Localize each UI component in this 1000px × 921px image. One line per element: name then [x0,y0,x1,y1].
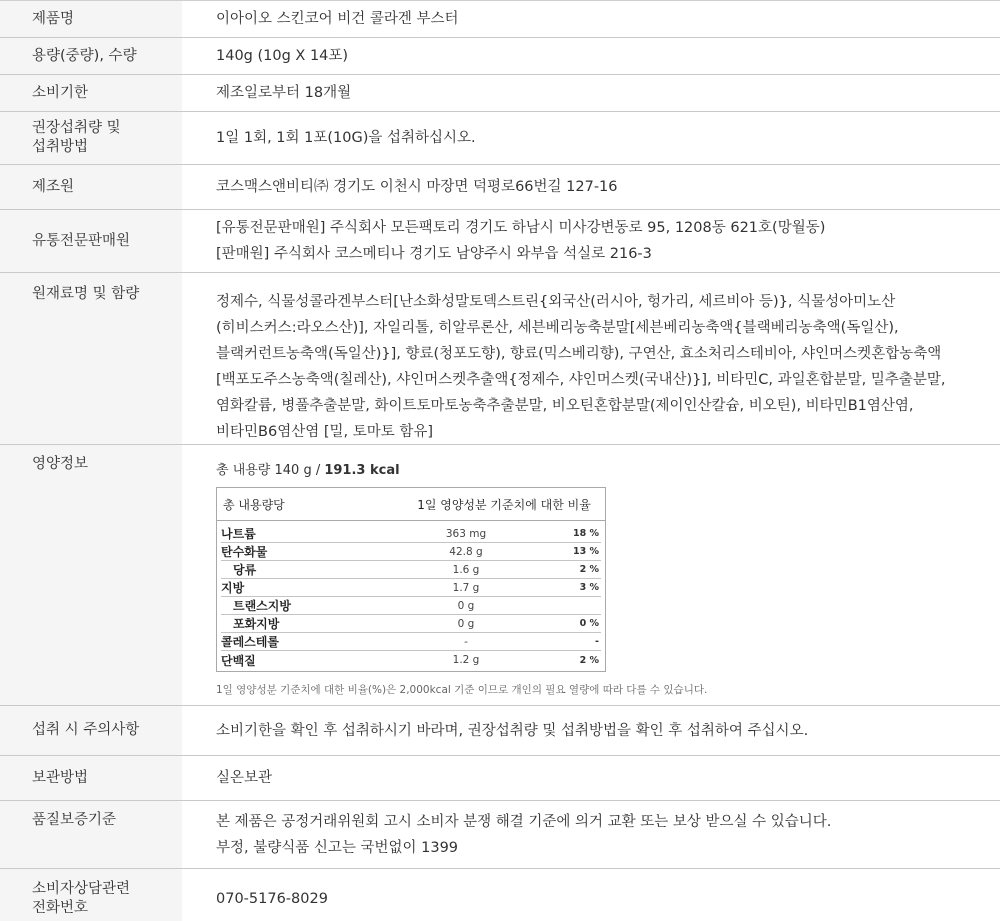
nutrition-amount: - [464,635,468,648]
nutrition-name: 지방 [221,581,245,595]
label-storage: 보관방법 [0,756,182,800]
label-expiry: 소비기한 [0,75,182,111]
nutrition-total-kcal: 191.3 kcal [324,463,400,478]
value-manufacturer: 코스맥스앤비티㈜ 경기도 이천시 마장면 덕평로66번길 127-16 [216,179,618,195]
nutrition-percent: 18 % [572,528,599,539]
nutrition-amount: 0 g [457,617,475,630]
ingredients-line: 비타민B6염산염 [밀, 토마토 함유] [216,424,434,440]
nutrition-amount: 1.7 g [452,581,480,594]
ingredients-line: 염화칼륨, 병풀추출분말, 화이트토마토농축추출분말, 비오틴혼합분말(제이인산칼슘, 비오틴), 비타민B1염산염, [216,398,914,414]
nutrition-name: 트랜스지방 [233,599,291,613]
nutrition-row [221,561,601,579]
value-expiry: 제조일로부터 18개월 [216,85,352,101]
nutrition-amount: 1.6 g [452,563,480,576]
nutrition-table-header [217,488,605,521]
label-nutrition: 영양정보 [0,445,182,705]
nutrition-row [221,651,601,669]
distributor-line1: [유통전문판매원] 주식회사 모든팩토리 경기도 하남시 미사강변동로 95, 1208동 621호(망월동) [216,220,826,236]
value-storage: 실온보관 [216,770,273,786]
label-contact-line2: 전화번호 [32,899,89,916]
nutrition-percent: - [595,636,599,647]
row-ingredients [0,273,1000,445]
label-distributor: 유통전문판매원 [0,210,182,272]
row-storage [0,756,1000,801]
value-quality [182,801,1000,868]
ingredients-line: [백포도주스농축액(칠레산), 샤인머스켓추출액{정제수, 샤인머스켓(국내산)}], 비타민C, 과일혼합분말, 밀추출분말, [216,372,946,388]
label-quality: 품질보증기준 [0,801,182,868]
row-manufacturer [0,165,1000,210]
nutrition-footnote: 1일 영양성분 기준치에 대한 비율(%)은 2,000kcal 기준 이므로 개인의 필요 열량에 따라 다를 수 있습니다. [216,684,708,696]
row-expiry [0,75,1000,112]
nutrition-name: 탄수화물 [221,545,268,559]
nutrition-header-right: 1일 영양성분 기준치에 대한 비율 [417,497,591,512]
value-ingredients [182,273,1000,444]
nutrition-name: 나트륨 [221,527,256,541]
nutrition-row [221,543,601,561]
label-ingredients: 원재료명 및 함량 [0,273,182,444]
ingredients-line: (히비스커스:라오스산)], 자일리톨, 히알루론산, 세븐베리농축분말[세븐베리농축액{블랙베리농축액(독일산), [216,320,899,336]
value-product-name: 이아이오 스킨코어 비건 콜라겐 부스터 [216,11,459,27]
nutrition-row [221,597,601,615]
label-intake [0,112,182,164]
row-nutrition [0,445,1000,706]
distributor-line2: [판매원] 주식회사 코스메티나 경기도 남양주시 와부읍 석실로 216-3 [216,246,652,262]
value-capacity: 140g (10g X 14포) [216,48,349,64]
row-distributor [0,210,1000,273]
row-capacity [0,38,1000,75]
ingredients-line: 정제수, 식물성콜라겐부스터[난소화성말토덱스트린{외국산(러시아, 헝가리, 세르비아 등)}, 식물성아미노산 [216,294,896,310]
nutrition-total [216,459,707,478]
nutrition-percent: 3 % [579,582,599,593]
nutrition-percent: 2 % [579,564,599,575]
label-contact-line1: 소비자상담관련 [32,880,131,897]
label-capacity: 용량(중량), 수량 [0,38,182,74]
ingredients-line: 블랙커런트농축액(독일산)}], 향료(청포도향), 향료(믹스베리향), 구연산, 효소처리스테비아, 샤인머스켓혼합농축액 [216,346,942,362]
value-intake: 1일 1회, 1회 1포(10G)을 섭취하십시오. [216,130,476,146]
nutrition-name: 단백질 [221,653,256,668]
value-caution: 소비기한을 확인 후 섭취하시기 바라며, 권장섭취량 및 섭취방법을 확인 후 섭취하여 주십시오. [216,722,809,739]
row-caution [0,706,1000,756]
nutrition-table-body [217,521,605,671]
nutrition-row [221,525,601,543]
nutrition-amount: 42.8 g [449,545,483,558]
nutrition-name: 콜레스테롤 [221,635,279,649]
row-quality [0,801,1000,869]
nutrition-total-prefix: 총 내용량 140 g / [216,463,325,478]
nutrition-name: 당류 [233,563,257,577]
nutrition-amount: 363 mg [445,527,487,540]
nutrition-amount: 0 g [457,599,475,612]
value-distributor [182,210,1000,272]
nutrition-percent: 2 % [579,654,599,666]
row-intake [0,112,1000,165]
label-manufacturer: 제조원 [0,165,182,209]
label-product-name: 제품명 [0,1,182,37]
value-contact: 070-5176-8029 [216,890,328,907]
nutrition-row [221,633,601,651]
row-contact [0,869,1000,921]
nutrition-percent: 13 % [572,546,599,557]
nutrition-facts [216,445,707,711]
quality-line2: 부정, 불량식품 신고는 국번없이 1399 [216,840,459,856]
nutrition-header-left: 총 내용량당 [223,497,285,512]
label-intake-line2: 섭취방법 [32,139,89,155]
quality-line1: 본 제품은 공정거래위원회 고시 소비자 분쟁 해결 기준에 의거 교환 또는 보상 받으실 수 있습니다. [216,814,832,830]
label-intake-line1: 권장섭취량 및 [32,120,121,136]
nutrition-amount: 1.2 g [452,654,480,666]
nutrition-percent: 0 % [579,618,599,629]
nutrition-row [221,615,601,633]
row-product-name [0,1,1000,38]
value-nutrition [182,445,1000,705]
label-caution: 섭취 시 주의사항 [0,706,182,755]
nutrition-row [221,579,601,597]
nutrition-table [216,487,606,672]
nutrition-name: 포화지방 [233,617,280,631]
label-contact [0,869,182,921]
